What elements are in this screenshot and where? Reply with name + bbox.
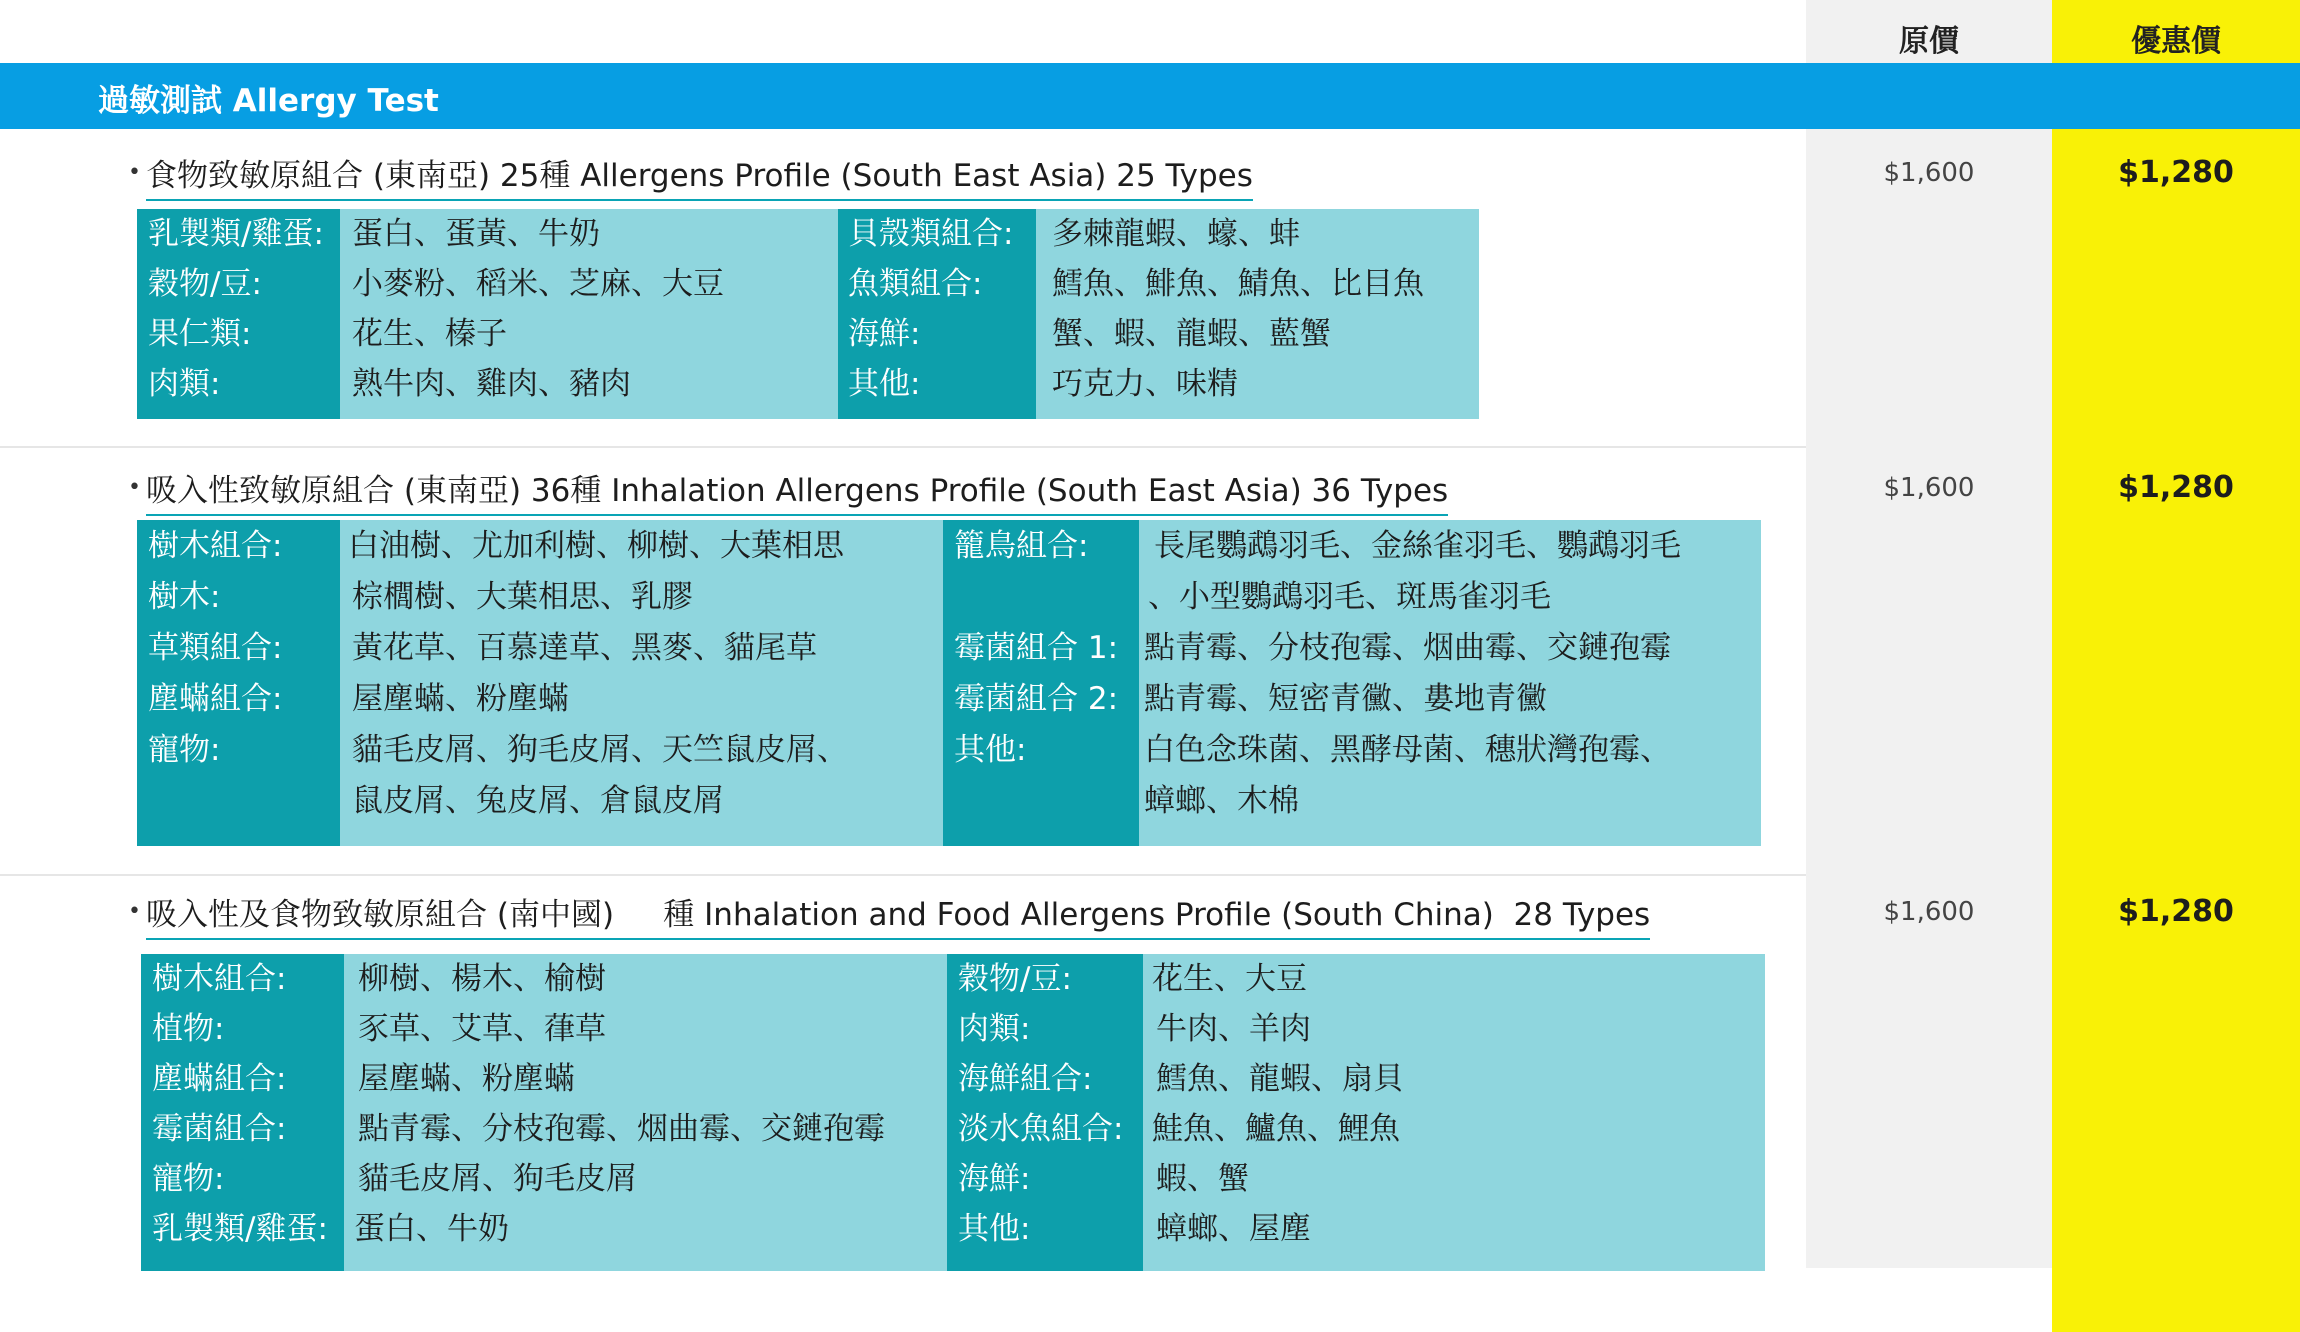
- allergen-items: 棕櫚樹、大葉相思、乳膠: [352, 579, 693, 615]
- allergen-category: 植物:: [152, 1011, 225, 1047]
- allergen-category: 樹木組合:: [152, 961, 287, 997]
- allergen-items: 柳樹、楊木、榆樹: [358, 961, 606, 997]
- allergen-category: 樹木:: [148, 579, 221, 615]
- allergen-category: 其他:: [954, 732, 1027, 768]
- allergen-items: 蟹、蝦、龍蝦、藍蟹: [1052, 316, 1331, 352]
- allergen-category: 霉菌組合:: [152, 1111, 287, 1147]
- allergen-items: 熟牛肉、雞肉、豬肉: [352, 366, 631, 402]
- allergen-category: 果仁類:: [148, 316, 252, 352]
- allergen-category: 其他:: [848, 366, 921, 402]
- allergen-items: 鮭魚、鱸魚、鯉魚: [1152, 1111, 1400, 1147]
- section-divider: [0, 874, 1806, 876]
- original-price: $1,600: [1883, 158, 1975, 188]
- allergen-items: 小麥粉、稻米、芝麻、大豆: [352, 266, 724, 302]
- allergen-items: 、小型鸚鵡羽毛、斑馬雀羽毛: [1148, 579, 1551, 615]
- original-price: $1,600: [1883, 473, 1975, 503]
- allergen-category: 肉類:: [958, 1011, 1031, 1047]
- allergen-category: 寵物:: [152, 1161, 225, 1197]
- allergen-category: 淡水魚組合:: [958, 1111, 1124, 1147]
- sale-price: $1,280: [2118, 155, 2234, 190]
- allergen-items: 蛋白、牛奶: [354, 1211, 509, 1247]
- allergen-category: 霉菌組合 1:: [954, 630, 1119, 666]
- allergen-items: 花生、榛子: [352, 316, 507, 352]
- allergen-category: 霉菌組合 2:: [954, 681, 1119, 717]
- sale-price: $1,280: [2118, 470, 2234, 505]
- allergen-category: 乳製類/雞蛋:: [148, 216, 324, 252]
- allergen-items: 點青霉、短密青黴、婁地青黴: [1144, 681, 1547, 717]
- allergen-items: 點青霉、分枝孢霉、烟曲霉、交鏈孢霉: [358, 1111, 885, 1147]
- allergen-category: 海鮮:: [958, 1161, 1031, 1197]
- allergen-items: 蟑螂、木棉: [1144, 783, 1299, 819]
- allergen-category: 海鮮:: [848, 316, 921, 352]
- allergen-items: 貓毛皮屑、狗毛皮屑、天竺鼠皮屑、: [352, 732, 848, 768]
- bullet-icon: •: [128, 160, 141, 185]
- original-price-column: [1806, 0, 2052, 1268]
- allergen-category: 草類組合:: [148, 630, 283, 666]
- allergen-category: 貝殼類組合:: [848, 216, 1014, 252]
- bullet-icon: •: [128, 475, 141, 500]
- section-divider: [0, 446, 1806, 448]
- allergen-category: 穀物/豆:: [958, 961, 1072, 997]
- allergen-category: 魚類組合:: [848, 266, 983, 302]
- allergen-category: 乳製類/雞蛋:: [152, 1211, 328, 1247]
- allergen-items: 屋塵蟎、粉塵蟎: [352, 681, 569, 717]
- allergen-category: 樹木組合:: [148, 528, 283, 564]
- allergen-items: 豕草、艾草、葎草: [358, 1011, 606, 1047]
- allergen-items: 蝦、蟹: [1156, 1161, 1249, 1197]
- allergen-category: 塵蟎組合:: [152, 1061, 287, 1097]
- allergen-category: 海鮮組合:: [958, 1061, 1093, 1097]
- allergen-items: 牛肉、羊肉: [1156, 1011, 1311, 1047]
- allergen-category: 其他:: [958, 1211, 1031, 1247]
- allergen-items: 貓毛皮屑、狗毛皮屑: [358, 1161, 637, 1197]
- banner-title: 過敏測試 Allergy Test: [98, 83, 439, 119]
- section-title: 食物致敏原組合 (東南亞) 25種 Allergens Profile (South East Asia) 25 Types: [146, 150, 1253, 201]
- allergen-items: 巧克力、味精: [1052, 366, 1238, 402]
- sale-price-header: 優惠價: [2131, 24, 2221, 59]
- allergen-category: 穀物/豆:: [148, 266, 262, 302]
- original-price-header: 原價: [1899, 24, 1959, 59]
- section-title: 吸入性及食物致敏原組合 (南中國) 種 Inhalation and Food Allergens Profile (South China) 28 Types: [146, 889, 1650, 940]
- allergen-category: 寵物:: [148, 732, 221, 768]
- allergen-items: 蛋白、蛋黃、牛奶: [352, 216, 600, 252]
- allergen-items: 鱈魚、龍蝦、扇貝: [1156, 1061, 1404, 1097]
- allergen-items: 長尾鸚鵡羽毛、金絲雀羽毛、鸚鵡羽毛: [1154, 528, 1681, 564]
- allergen-items: 多棘龍蝦、蠔、蚌: [1052, 216, 1300, 252]
- allergen-items: 白油樹、尤加利樹、柳樹、大葉相思: [348, 528, 844, 564]
- allergen-items: 點青霉、分枝孢霉、烟曲霉、交鏈孢霉: [1144, 630, 1671, 666]
- original-price: $1,600: [1883, 897, 1975, 927]
- section-title: 吸入性致敏原組合 (東南亞) 36種 Inhalation Allergens Profile (South East Asia) 36 Types: [146, 465, 1448, 516]
- sale-price-column: [2052, 0, 2300, 1332]
- allergen-items: 屋塵蟎、粉塵蟎: [358, 1061, 575, 1097]
- allergen-items: 鼠皮屑、兔皮屑、倉鼠皮屑: [352, 783, 724, 819]
- allergen-category: 籠鳥組合:: [954, 528, 1089, 564]
- allergen-items: 白色念珠菌、黑酵母菌、穗狀灣孢霉、: [1144, 732, 1671, 768]
- allergen-items: 黃花草、百慕達草、黑麥、貓尾草: [352, 630, 817, 666]
- allergen-items: 蟑螂、屋塵: [1156, 1211, 1311, 1247]
- sale-price: $1,280: [2118, 894, 2234, 929]
- bullet-icon: •: [128, 899, 141, 924]
- allergen-category: 肉類:: [148, 366, 221, 402]
- allergen-category: 塵蟎組合:: [148, 681, 283, 717]
- allergen-items: 花生、大豆: [1152, 961, 1307, 997]
- allergen-items: 鱈魚、鯡魚、鯖魚、比目魚: [1052, 266, 1424, 302]
